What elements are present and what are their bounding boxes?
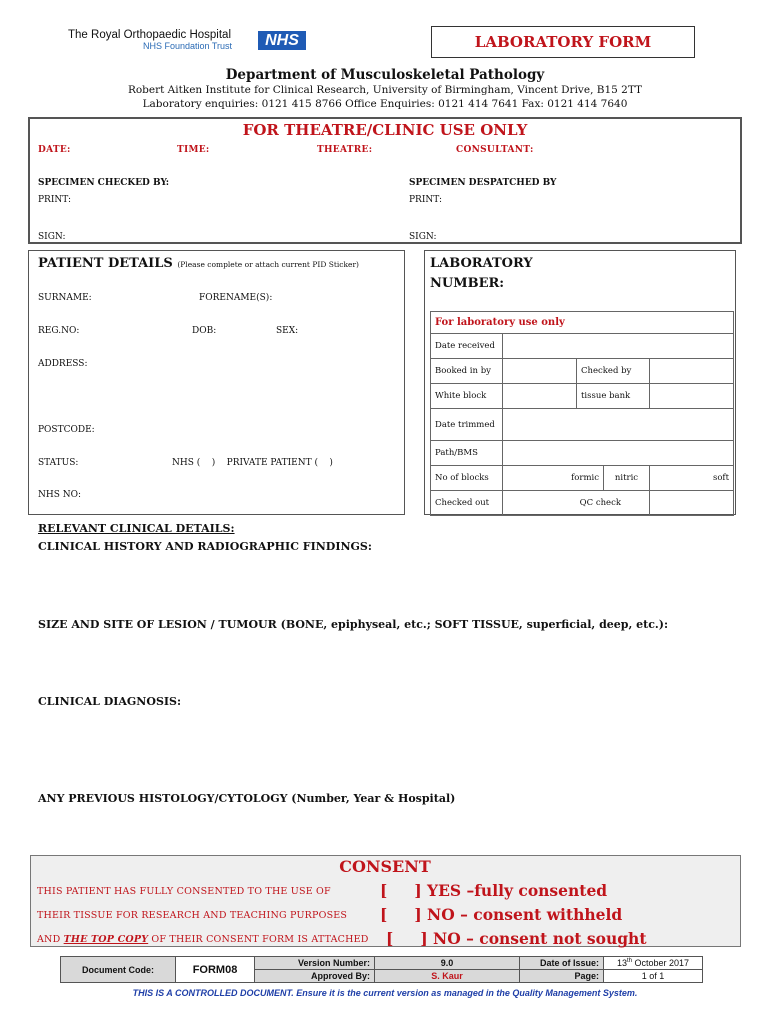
patient-details-box	[28, 250, 405, 515]
lab-use-only-label: For laboratory use only	[431, 312, 734, 334]
department-title: Department of Musculoskeletal Pathology	[225, 67, 545, 83]
booked-in-by-field[interactable]	[503, 359, 577, 384]
version-value: 9.0	[375, 957, 520, 970]
clinical-diagnosis-heading: CLINICAL DIAGNOSIS:	[38, 695, 182, 708]
issue-month-year: October 2017	[631, 958, 690, 968]
consent-line3-post: OF THEIR CONSENT FORM IS ATTACHED	[148, 934, 369, 945]
theatre-title: FOR THEATRE/CLINIC USE ONLY	[242, 121, 528, 139]
patient-details-note: (Please complete or attach current PID Sticker)	[177, 260, 359, 269]
print-label-right: PRINT:	[409, 195, 442, 205]
sex-label: SEX:	[276, 326, 299, 336]
patient-details-heading: PATIENT DETAILS	[38, 256, 173, 271]
consent-text-line3	[37, 934, 369, 945]
approved-label: Approved By:	[255, 970, 375, 983]
form-title: LABORATORY FORM	[431, 26, 695, 58]
date-received-label: Date received	[431, 334, 503, 359]
checked-out-label: Checked out	[431, 491, 503, 516]
postcode-label: POSTCODE:	[38, 425, 95, 435]
consultant-label: CONSULTANT:	[456, 145, 534, 155]
specimen-despatched-label: SPECIMEN DESPATCHED BY	[409, 178, 557, 188]
approved-value: S. Kaur	[375, 970, 520, 983]
print-label-left: PRINT:	[38, 195, 71, 205]
institute-address: Robert Aitken Institute for Clinical Research, University of Birmingham, Vincent Drive, B15 2TT	[127, 84, 643, 96]
doc-code-label: Document Code:	[61, 957, 176, 983]
checked-by-label: Checked by	[577, 359, 650, 384]
lab-title-line1: LABORATORY	[430, 256, 533, 271]
consent-text-line1: THIS PATIENT HAS FULLY CONSENTED TO THE USE OF	[37, 886, 331, 897]
qc-check-field[interactable]	[650, 491, 734, 516]
consent-withheld-option[interactable]: [ ] NO – consent withheld	[380, 905, 623, 924]
white-block-field[interactable]	[503, 384, 577, 409]
surname-label: SURNAME:	[38, 293, 92, 303]
trust-name: NHS Foundation Trust	[143, 41, 233, 51]
tissue-bank-label: tissue bank	[577, 384, 650, 409]
version-label: Version Number:	[255, 957, 375, 970]
time-label: TIME:	[177, 145, 210, 155]
forename-label: FORENAME(S):	[199, 293, 273, 303]
issue-day-suffix: th	[626, 958, 632, 964]
tissue-bank-field[interactable]	[650, 384, 734, 409]
issue-date-label: Date of Issue:	[520, 957, 604, 970]
lab-use-table	[430, 311, 734, 516]
nhs-no-label: NHS NO:	[38, 490, 82, 500]
enquiries-line: Laboratory enquiries: 0121 415 8766 Office Enquiries: 0121 414 7641 Fax: 0121 414 7640	[142, 98, 628, 110]
page-label: Page:	[520, 970, 604, 983]
path-bms-label: Path/BMS	[431, 441, 503, 466]
hospital-name: The Royal Orthopaedic Hospital	[68, 29, 231, 41]
nhs-logo: NHS	[258, 31, 306, 50]
nitric-label: nitric	[604, 466, 650, 491]
qc-check-label: QC check	[503, 491, 650, 516]
clinical-history-heading: CLINICAL HISTORY AND RADIOGRAPHIC FINDINGS:	[38, 540, 372, 553]
previous-histology-heading: ANY PREVIOUS HISTOLOGY/CYTOLOGY (Number, Year & Hospital)	[38, 792, 456, 805]
date-label: DATE:	[38, 145, 71, 155]
issue-day: 13	[616, 958, 627, 968]
dob-label: DOB:	[192, 326, 217, 336]
consent-text-line2: THEIR TISSUE FOR RESEARCH AND TEACHING PURPOSES	[37, 910, 348, 921]
consent-line3-pre: AND	[37, 934, 64, 945]
checked-by-field[interactable]	[650, 359, 734, 384]
controlled-document-notice: THIS IS A CONTROLLED DOCUMENT. Ensure it is the current version as managed in the Quality Management System.	[132, 988, 638, 998]
specimen-checked-label: SPECIMEN CHECKED BY:	[38, 178, 170, 188]
booked-in-by-label: Booked in by	[431, 359, 503, 384]
document-control-table	[60, 956, 703, 983]
status-label: STATUS:	[38, 458, 79, 468]
relevant-clinical-heading: RELEVANT CLINICAL DETAILS:	[38, 522, 235, 535]
page-value: 1 of 1	[604, 970, 703, 983]
size-site-heading: SIZE AND SITE OF LESION / TUMOUR (BONE, epiphyseal, etc.; SOFT TISSUE, superficial, deep, etc.):	[38, 618, 669, 631]
date-received-field[interactable]	[503, 334, 734, 359]
consent-not-sought-option[interactable]: [ ] NO – consent not sought	[386, 929, 647, 948]
consent-yes-option[interactable]: [ ] YES –fully consented	[380, 881, 608, 900]
regno-label: REG.NO:	[38, 326, 80, 336]
sign-label-right: SIGN:	[409, 232, 437, 242]
consent-line3-emphasis: THE TOP COPY	[63, 934, 149, 945]
theatre-label: THEATRE:	[317, 145, 373, 155]
address-label: ADDRESS:	[38, 359, 88, 369]
status-options[interactable]: NHS ( ) PRIVATE PATIENT ( )	[172, 458, 333, 468]
date-trimmed-label: Date trimmed	[431, 409, 503, 441]
soft-label: soft	[650, 466, 734, 491]
no-of-blocks-label: No of blocks	[431, 466, 503, 491]
date-trimmed-field[interactable]	[503, 409, 734, 441]
white-block-label: White block	[431, 384, 503, 409]
path-bms-field[interactable]	[503, 441, 734, 466]
consent-title: CONSENT	[339, 857, 431, 876]
patient-details-title	[38, 256, 359, 271]
lab-title-line2: NUMBER:	[430, 276, 505, 291]
issue-date-value	[604, 957, 703, 970]
sign-label-left: SIGN:	[38, 232, 66, 242]
doc-code-value: FORM08	[176, 957, 255, 983]
formic-label: formic	[503, 466, 604, 491]
